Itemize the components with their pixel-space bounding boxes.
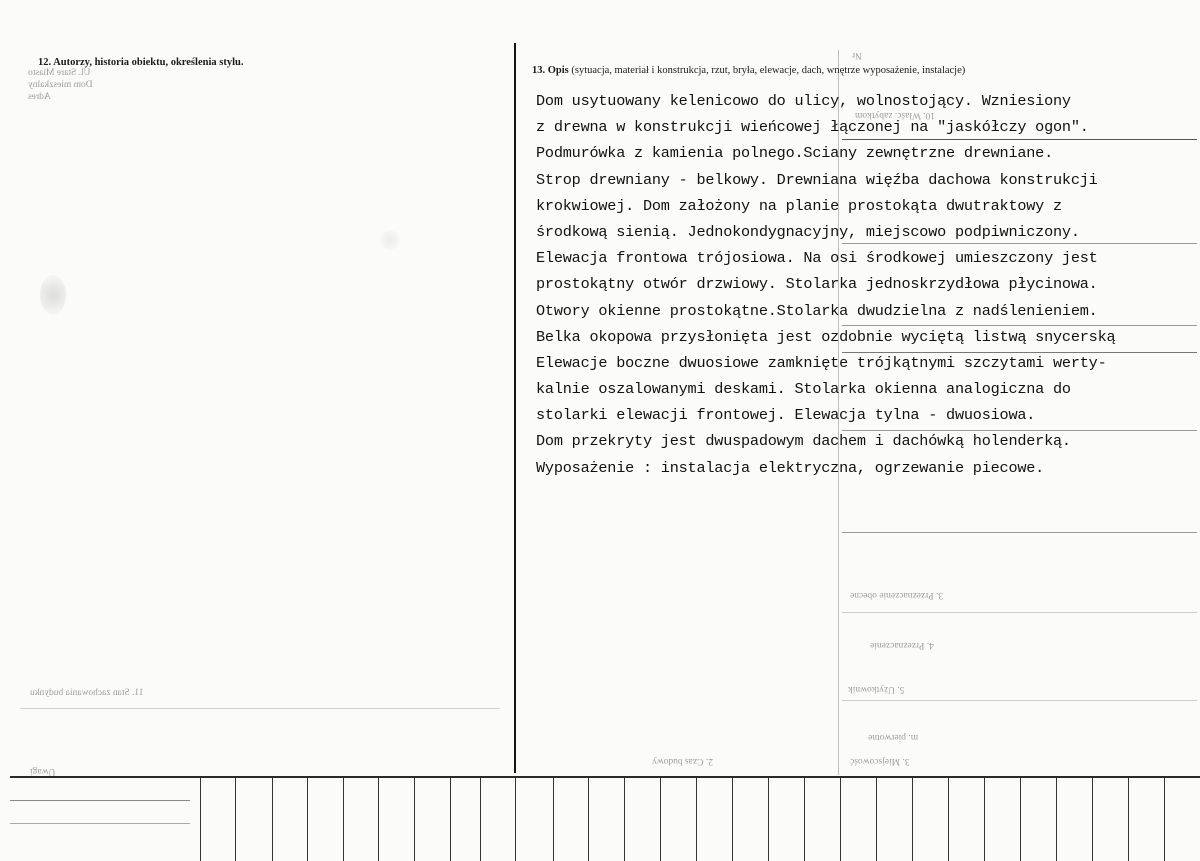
grid-divider bbox=[515, 778, 516, 861]
bottom-cell-grid bbox=[10, 778, 1200, 861]
form-rule bbox=[842, 430, 1197, 431]
description-line: Elewacja frontowa trójosiowa. Na osi środkowej umieszczony jest bbox=[536, 249, 1098, 268]
bleedthrough-text: 5. Użytkownik bbox=[848, 684, 905, 694]
description-line: Podmurówka z kamienia polnego.Sciany zewnętrzne drewniane. bbox=[536, 144, 1054, 163]
grid-divider bbox=[414, 778, 415, 861]
bleedthrough-text: Ul. Stare Miasto bbox=[28, 68, 91, 78]
form-rule bbox=[20, 708, 500, 709]
description-line: Strop drewniany - belkowy. Drewniana więźba dachowa konstrukcji bbox=[536, 170, 1098, 189]
bottom-dashed-rule bbox=[10, 800, 190, 801]
form-rule bbox=[842, 243, 1197, 244]
bleedthrough-text: Uwagi bbox=[30, 766, 56, 776]
grid-divider bbox=[696, 778, 697, 861]
grid-divider bbox=[732, 778, 733, 861]
description-line: z drewna w konstrukcji wieńcowej łączonej na "jaskółczy ogon". bbox=[536, 118, 1089, 137]
description-line: Dom usytuowany kelenicowo do ulicy, wolnostojący. Wzniesiony bbox=[536, 92, 1071, 110]
grid-divider bbox=[660, 778, 661, 861]
section-13-subtitle: (sytuacja, materiał i konstrukcja, rzut, bryła, elewacje, dach, wnętrze wyposażenie, instalacje) bbox=[571, 65, 966, 76]
bleedthrough-text: Adres bbox=[28, 92, 51, 102]
grid-divider bbox=[912, 778, 913, 861]
form-rule bbox=[842, 352, 1197, 353]
description-line: środkową sienią. Jednokondygnacyjny, miejscowo podpiwniczony. bbox=[536, 222, 1080, 241]
grid-divider bbox=[1164, 778, 1165, 861]
description-line: Belka okopowa przysłonięta jest ozdobnie wyciętą listwą snycerską bbox=[536, 327, 1116, 346]
grid-divider bbox=[343, 778, 344, 861]
description-line: Wyposażenie : instalacja elektryczna, ogrzewanie piecowe. bbox=[536, 458, 1045, 477]
bleedthrough-text: 3. Przeznaczenie obecne bbox=[850, 590, 944, 600]
section-12-heading: 12. Autorzy, historia obiektu, określenia stylu. bbox=[38, 57, 244, 68]
grid-divider bbox=[840, 778, 841, 861]
description-line: prostokątny otwór drzwiowy. Stolarka jednoskrzydłowa płycinowa. bbox=[536, 275, 1098, 294]
grid-divider bbox=[804, 778, 805, 861]
description-line: kalnie oszalowanymi deskami. Stolarka okienna analogiczna do bbox=[536, 380, 1071, 399]
form-rule bbox=[842, 139, 1197, 140]
bleedthrough-text: Nr bbox=[852, 50, 863, 60]
bleedthrough-text: 2. Czas budowy bbox=[652, 756, 713, 766]
grid-divider bbox=[588, 778, 589, 861]
typed-description bbox=[536, 88, 1196, 481]
grid-divider bbox=[307, 778, 308, 861]
description-line: Otwory okienne prostokątne.Stolarka dwudzielna z nadślenieniem. bbox=[536, 301, 1098, 320]
description-line: stolarki elewacji frontowej. Elewacja tylna - dwuosiowa. bbox=[536, 406, 1036, 425]
description-line: Elewacje boczne dwuosiowe zamknięte trójkątnymi szczytami werty- bbox=[536, 353, 1107, 372]
bottom-dashed-rule bbox=[10, 823, 190, 824]
paper-smudge bbox=[40, 275, 66, 315]
description-line: krokwiowej. Dom założony na planie prostokąta dwutraktowy z bbox=[536, 196, 1062, 215]
grid-divider bbox=[876, 778, 877, 861]
bleedthrough-text: 10. Właśc. zabytkom bbox=[855, 110, 936, 120]
form-rule bbox=[842, 532, 1197, 533]
form-rule bbox=[842, 325, 1197, 326]
grid-divider bbox=[480, 778, 481, 861]
grid-divider bbox=[200, 778, 201, 861]
column-divider bbox=[514, 43, 516, 773]
grid-divider bbox=[984, 778, 985, 861]
grid-divider bbox=[235, 778, 236, 861]
grid-divider bbox=[1056, 778, 1057, 861]
grid-divider bbox=[1092, 778, 1093, 861]
form-rule bbox=[842, 612, 1197, 613]
grid-divider bbox=[272, 778, 273, 861]
grid-divider bbox=[768, 778, 769, 861]
grid-divider bbox=[624, 778, 625, 861]
paper-smudge bbox=[380, 230, 400, 250]
grid-divider bbox=[553, 778, 554, 861]
bleedthrough-text: Dom mieszkalny bbox=[28, 80, 93, 90]
bleedthrough-text: m. pierwotne bbox=[868, 732, 919, 742]
description-line: Dom przekryty jest dwuspadowym dachem i dachówką holenderką. bbox=[536, 432, 1071, 451]
grid-divider bbox=[1020, 778, 1021, 861]
grid-divider bbox=[450, 778, 451, 861]
bleedthrough-text: 3. Miejscowość bbox=[850, 756, 910, 766]
bleedthrough-text: 4. Przeznaczenie bbox=[870, 640, 934, 650]
form-rule bbox=[842, 700, 1197, 701]
grid-divider bbox=[1128, 778, 1129, 861]
section-13-heading bbox=[532, 65, 965, 76]
bleedthrough-text: 11. Stan zachowania budynku bbox=[30, 688, 144, 698]
grid-divider bbox=[948, 778, 949, 861]
section-13-number: 13. Opis bbox=[532, 65, 569, 76]
grid-divider bbox=[378, 778, 379, 861]
